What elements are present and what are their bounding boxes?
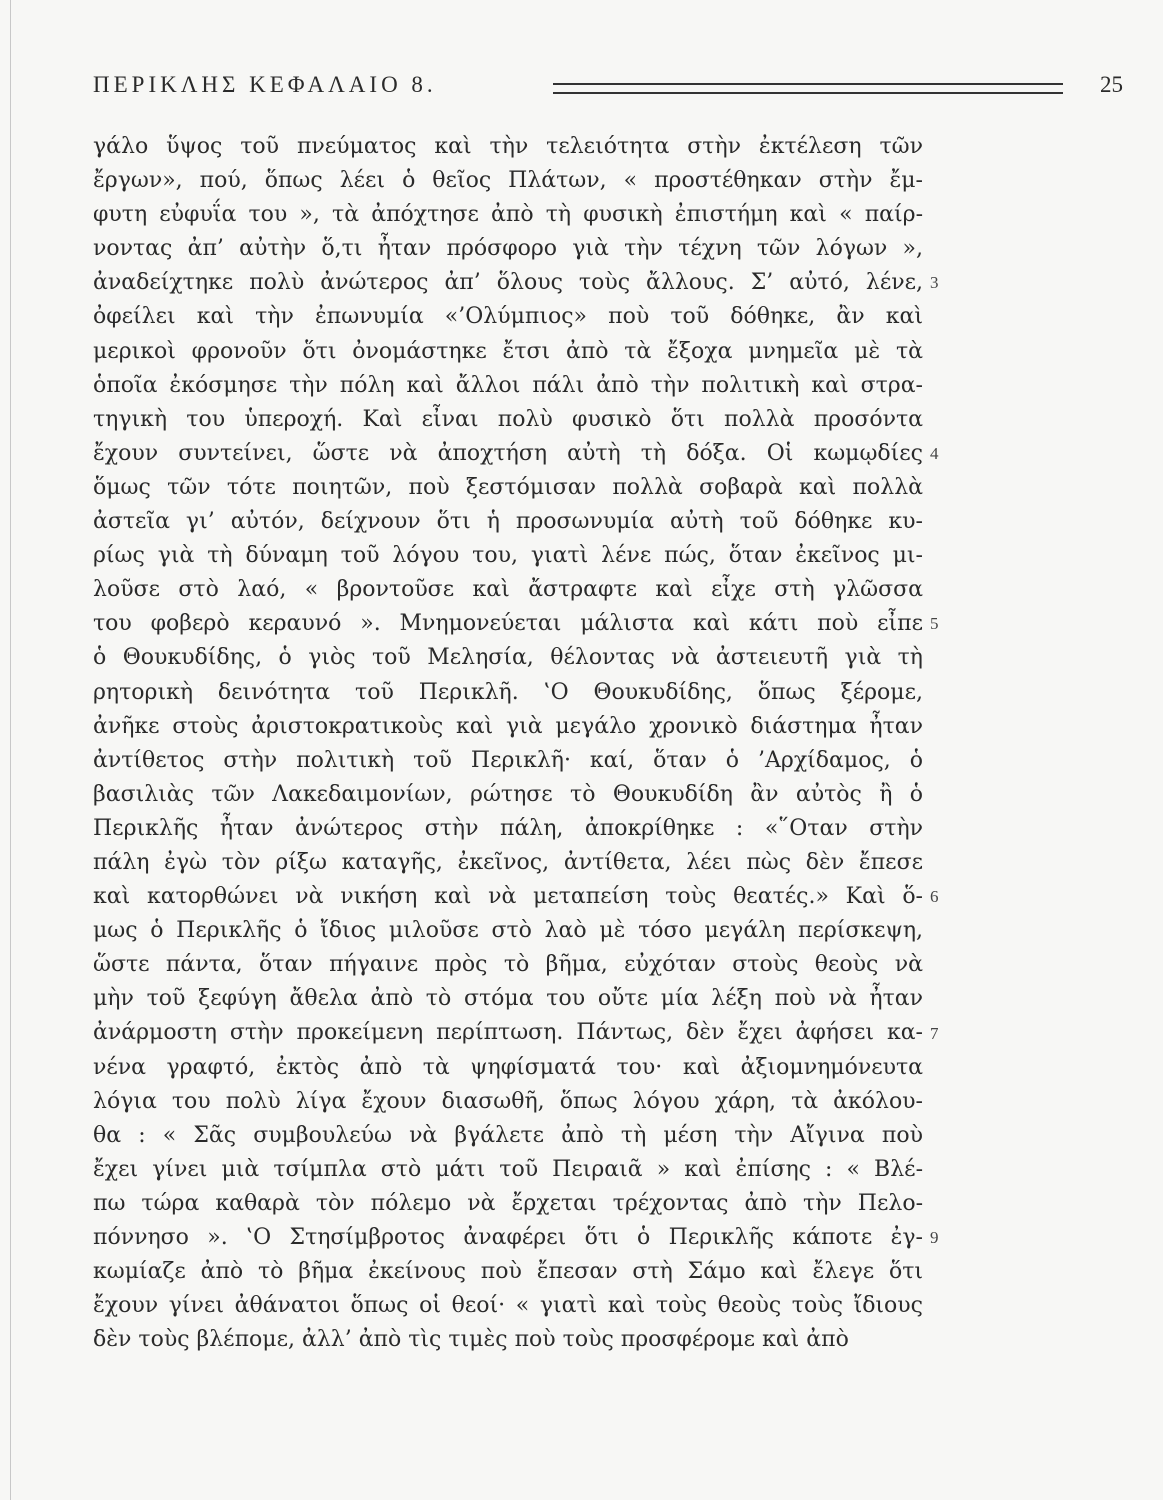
text-line: λόγια του πολὺ λίγα ἔχουν διασωθῆ, ὅπως λόγου χάρη, τὰ ἀκόλου- [93,1088,923,1114]
page-header [93,72,1123,106]
text-line: ὅμως τῶν τότε ποιητῶν, ποὺ ξεστόμισαν πολλὰ σοβαρὰ καὶ πολλὰ [93,474,923,500]
text-line: ὁποῖα ἐκόσμησε τὴν πόλη καὶ ἄλλοι πάλι ἀπὸ τὴν πολιτικὴ καὶ στρα- [93,372,923,398]
page-number: 25 [1100,72,1123,97]
text-line: πω τώρα καθαρὰ τὸν πόλεμο νὰ ἔρχεται τρέχοντας ἀπὸ τὴν Πελο- [93,1190,923,1216]
text-line: ἔχουν συντείνει, ὥστε νὰ ἀποχτήση αὐτὴ τὴ δόξα. Οἱ κωμῳδίες [93,440,923,466]
text-line: ρίως γιὰ τὴ δύναμη τοῦ λόγου του, γιατὶ λένε πώς, ὅταν ἐκεῖνος μι- [93,543,923,569]
text-line: μως ὁ Περικλῆς ὁ ἴδιος μιλοῦσε στὸ λαὸ μὲ τόσο μεγάλη περίσκεψη, [93,918,923,944]
page-edge-line [10,0,11,1500]
text-line: καὶ κατορθώνει νὰ νικήση καὶ νὰ μεταπείση τοὺς θεατές.» Καὶ ὅ- [93,884,923,910]
text-line: ἔχει γίνει μιὰ τσίμπλα στὸ μάτι τοῦ Πειραιᾶ » καὶ ἐπίσης : « Βλέ- [93,1156,923,1182]
margin-number: 7 [930,1023,939,1043]
text-line: ὀφείλει καὶ τὴν ἐπωνυμία «’Ολύμπιος» ποὺ τοῦ δόθηκε, ἂν καὶ [93,304,923,330]
text-line: δὲν τοὺς βλέπομε, ἀλλ’ ἀπὸ τὶς τιμὲς ποὺ τοὺς προσφέρομε καὶ ἀπὸ [93,1327,849,1353]
text-line: κωμίαζε ἀπὸ τὸ βῆμα ἐκείνους ποὺ ἔπεσαν στὴ Σάμο καὶ ἔλεγε ὅτι [93,1259,923,1285]
text-line: ἔχουν γίνει ἀθάνατοι ὅπως οἱ θεοί· « γιατὶ καὶ τοὺς θεοὺς τοὺς ἴδιους [93,1293,923,1319]
text-line: ἀστεῖα γι’ αὐτόν, δείχνουν ὅτι ἡ προσωνυμία αὐτὴ τοῦ δόθηκε κυ- [93,509,923,535]
text-line: μὴν τοῦ ξεφύγη ἄθελα ἀπὸ τὸ στόμα του οὔτε μία λέξη ποὺ νὰ ἦταν [93,986,923,1012]
text-line: ἀνῆκε στοὺς ἀριστοκρατικοὺς καὶ γιὰ μεγάλο χρονικὸ διάστημα ἦταν [93,713,923,739]
text-line: μερικοὶ φρονοῦν ὅτι ὀνομάστηκε ἔτσι ἀπὸ τὰ ἔξοχα μνημεῖα μὲ τὰ [93,338,923,364]
margin-number: 9 [930,1228,939,1248]
text-line: ὥστε πάντα, ὅταν πήγαινε πρὸς τὸ βῆμα, εὐχόταν στοὺς θεοὺς νὰ [93,952,923,978]
text-line: του φοβερὸ κεραυνό ». Μνημονεύεται μάλιστα καὶ κάτι ποὺ εἶπε [93,611,923,637]
text-line: Περικλῆς ἦταν ἀνώτερος στὴν πάλη, ἀποκρίθηκε : «῞Οταν στὴν [93,815,923,841]
text-line: τηγικὴ του ὑπεροχή. Καὶ εἶναι πολὺ φυσικὸ ὅτι πολλὰ προσόντα [93,406,923,432]
text-line: ἀναδείχτηκε πολὺ ἀνώτερος ἀπ’ ὅλους τοὺς ἄλλους. Σ’ αὐτό, λένε, [93,270,923,296]
text-line: νένα γραφτό, ἐκτὸς ἀπὸ τὰ ψηφίσματά του· καὶ ἀξιομνημόνευτα [93,1054,923,1080]
margin-number: 3 [930,273,939,293]
text-line: ρητορικὴ δεινότητα τοῦ Περικλῆ. ‛Ο Θουκυδίδης, ὅπως ξέρομε, [93,679,923,705]
text-line: νοντας ἀπ’ αὐτὴν ὅ,τι ἦταν πρόσφορο γιὰ τὴν τέχνη τῶν λόγων », [93,236,923,262]
margin-number: 4 [930,443,939,463]
text-line: ἀντίθετος στὴν πολιτικὴ τοῦ Περικλῆ· καί, ὅταν ὁ ’Αρχίδαμος, ὁ [93,747,923,773]
header-double-rule [553,83,1063,94]
margin-number: 5 [930,614,939,634]
text-line: βασιλιὰς τῶν Λακεδαιμονίων, ρώτησε τὸ Θουκυδίδη ἂν αὐτὸς ἢ ὁ [93,781,923,807]
text-line: ὁ Θουκυδίδης, ὁ γιὸς τοῦ Μελησία, θέλοντας νὰ ἀστειευτῆ γιὰ τὴ [93,645,923,671]
text-line: πόννησο ». ‛Ο Στησίμβροτος ἀναφέρει ὅτι ὁ Περικλῆς κάποτε ἐγ- [93,1225,923,1250]
text-line: θα : « Σᾶς συμβουλεύω νὰ βγάλετε ἀπὸ τὴ μέση τὴν Αἴγινα ποὺ [93,1122,923,1148]
running-title: ΠΕΡΙΚΛΗΣ ΚΕΦΑΛΑΙΟ 8. [93,72,437,97]
text-line: φυτη εὐφυΐα του », τὰ ἀπόχτησε ἀπὸ τὴ φυσικὴ ἐπιστήμη καὶ « παίρ- [93,202,923,228]
text-line: λοῦσε στὸ λαό, « βροντοῦσε καὶ ἄστραφτε καὶ εἶχε στὴ γλῶσσα [93,577,923,603]
text-line: ἔργων», πού, ὅπως λέει ὁ θεῖος Πλάτων, « προστέθηκαν στὴν ἔμ- [93,168,923,194]
text-line: ἀνάρμοστη στὴν προκείμενη περίπτωση. Πάντως, δὲν ἔχει ἀφήσει κα- [93,1020,923,1046]
text-line: πάλη ἐγὼ τὸν ρίξω καταγῆς, ἐκεῖνος, ἀντίθετα, λέει πὼς δὲν ἔπεσε [93,849,923,875]
margin-number: 6 [930,887,939,907]
text-line: γάλο ὕψος τοῦ πνεύματος καὶ τὴν τελειότητα στὴν ἐκτέλεση τῶν [93,134,923,159]
body-text [93,130,923,1357]
